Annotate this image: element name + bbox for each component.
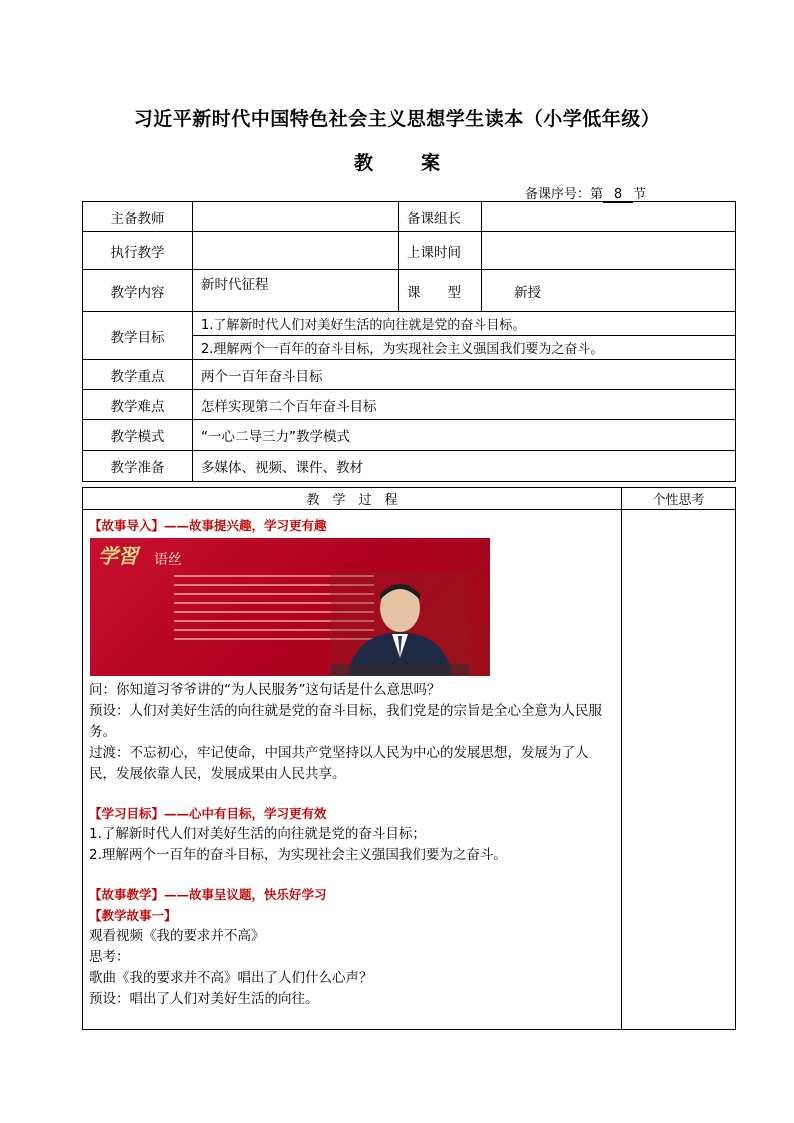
goal-item-2[interactable]: 2.理解两个一百年的奋斗目标，为实现社会主义强国我们要为之奋斗。 — [193, 336, 736, 360]
seq-prefix: 备课序号：第 — [525, 187, 604, 202]
lead-teacher-label: 主备教师 — [83, 202, 193, 232]
difficulty-value[interactable]: 怎样实现第二个百年奋斗目标 — [193, 390, 736, 420]
image-brand-text: 学習 — [98, 544, 138, 568]
story-1-heading: 【教学故事一】 — [89, 908, 177, 923]
teaching-process-table — [82, 487, 736, 1030]
personal-thoughts-header: 个性思考 — [622, 488, 736, 510]
question-2: 歌曲《我的要求并不高》唱出了人们什么心声？ — [89, 970, 373, 986]
group-leader-value[interactable] — [482, 202, 736, 232]
focus-label: 教学重点 — [83, 360, 193, 390]
transition-text: 过渡：不忘初心，牢记使命，中国共产党坚持以人民为中心的发展思想，发展为了人民，发展依靠人民，发展成果由人民共享。 — [89, 745, 589, 782]
process-content-cell — [83, 510, 622, 1030]
group-leader-label: 备课组长 — [399, 202, 482, 232]
type-label: 课 型 — [399, 270, 482, 312]
content-value[interactable]: 新时代征程 — [193, 270, 399, 312]
lesson-sequence — [525, 183, 646, 203]
focus-value[interactable]: 两个一百年奋斗目标 — [193, 360, 736, 390]
lead-teacher-value[interactable] — [193, 202, 399, 232]
lesson-info-table — [82, 201, 736, 482]
preset-answer-1: 预设：人们对美好生活的向往就是党的奋斗目标，我们党是的宗旨是全心全意为人民服务。 — [89, 703, 602, 740]
document-subtitle — [0, 148, 794, 175]
story-heading: 【故事教学】——故事呈议题，快乐好学习 — [89, 887, 327, 902]
speaker-photo — [330, 572, 470, 676]
preset-answer-2: 预设：唱出了人们对美好生活的向往。 — [89, 991, 319, 1007]
seq-suffix: 节 — [633, 187, 647, 202]
personal-thoughts-cell[interactable] — [622, 510, 736, 1030]
question-1: 问：你知道习爷爷讲的“为人民服务”这句话是什么意思吗？ — [89, 682, 441, 698]
document-title: 习近平新时代中国特色社会主义思想学生读本（小学低年级） — [133, 108, 661, 130]
prep-value[interactable]: 多媒体、视频、课件、教材 — [193, 451, 736, 482]
process-header: 教 学 过 程 — [83, 488, 622, 510]
exec-teacher-label: 执行教学 — [83, 232, 193, 270]
process-goal-1: 1.了解新时代人们对美好生活的向往就是党的奋斗目标； — [89, 826, 426, 842]
prep-label: 教学准备 — [83, 451, 193, 482]
goal-heading: 【学习目标】——心中有目标，学习更有效 — [89, 806, 327, 821]
intro-heading: 【故事导入】——故事提兴趣，学习更有趣 — [89, 518, 327, 533]
class-time-value[interactable] — [482, 232, 736, 270]
mode-value[interactable]: “一心二导三力”教学模式 — [193, 420, 736, 451]
think-label: 思考： — [89, 949, 130, 965]
content-label: 教学内容 — [83, 270, 193, 312]
subtitle-char-1: 教 — [353, 152, 373, 174]
exec-teacher-value[interactable] — [193, 232, 399, 270]
goal-label: 教学目标 — [83, 312, 193, 360]
type-value[interactable]: 新授 — [482, 270, 736, 312]
image-brand-subtext: 语丝 — [154, 552, 182, 568]
class-time-label: 上课时间 — [399, 232, 482, 270]
seq-number: 8 — [603, 188, 633, 203]
quote-image — [90, 538, 490, 676]
goal-item-1[interactable]: 1.了解新时代人们对美好生活的向往就是党的奋斗目标。 — [193, 312, 736, 336]
process-goal-2: 2.理解两个一百年的奋斗目标，为实现社会主义强国我们要为之奋斗。 — [89, 847, 507, 863]
mode-label: 教学模式 — [83, 420, 193, 451]
subtitle-char-2: 案 — [421, 152, 441, 174]
difficulty-label: 教学难点 — [83, 390, 193, 420]
watch-video-text: 观看视频《我的要求并不高》 — [89, 928, 265, 944]
